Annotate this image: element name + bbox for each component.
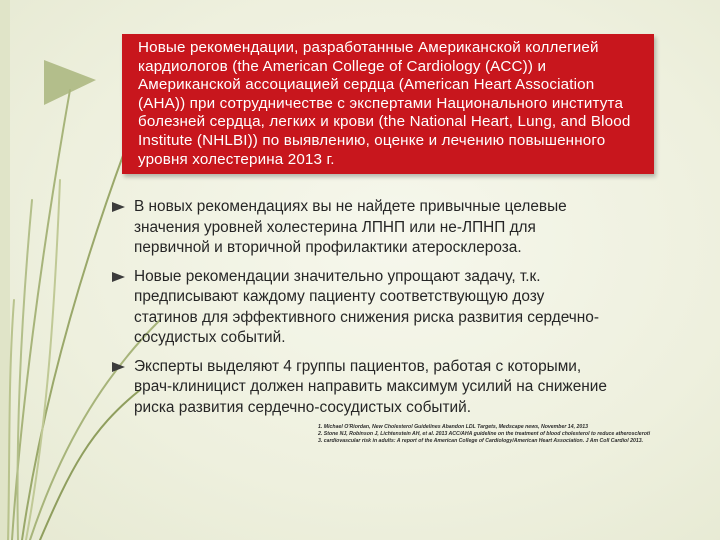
bullet-line: врач-клиницист должен направить максимум усилий на снижение [134,378,607,395]
reference-line: 3. cardiovascular risk in adults: A report of the American College of Cardiology/American Heart Association. J Am Coll Cardiol 2013. [318,438,644,445]
references [318,424,713,446]
bullet-line: сосудистых событий. [134,329,286,346]
callout-line: Новые рекомендации, разработанные Американской коллегией [138,39,599,56]
bullet-item [112,267,672,349]
reference-line: 2. Stone NJ, Robinson J, Lichtenstein AH, et al. 2013 ACC/AHA guideline on the treatment of blood cholesterol to reduce atheroscleroti [318,431,651,438]
triangle-shape [44,60,96,105]
callout-box [122,34,654,174]
bullet-line: риска развития сердечно-сосудистых событий. [134,398,471,416]
bullet-line: Новые рекомендации значительно упрощают задачу, т.к. [134,267,541,285]
bullet-line: В новых рекомендациях вы не найдете привычные целевые [134,198,567,215]
callout-line: Американской ассоциацией сердца (American Heart Association [138,76,595,94]
bullet-line: первичной и вторичной профилактики атеросклероза. [134,239,522,256]
arrow-bullet-icon [112,202,125,212]
callout-line: кардиологов (the American College of Cardiology (ACC)) и [138,57,547,75]
reference-line: 1. Michael O'Riordan, New Cholesterol Guidelines Abandon LDL Targets, Medscape news, November 14, 2013 [318,424,588,430]
callout-line: Institute (NHLBI)) по выявлению, оценке и лечению повышенного [138,131,606,149]
bullet-line: Эксперты выделяют 4 группы пациентов, работая с которыми, [134,357,582,375]
callout-line: уровня холестерина 2013 г. [138,150,335,168]
arrow-bullet-icon [112,272,125,282]
callout-line: (AHA)) при сотрудничестве с экспертами Национального института [138,94,624,112]
bullet-item [112,197,672,259]
bullet-line: предписывают каждому пациенту соответствующую дозу [134,288,545,305]
bullet-list [112,197,672,426]
bullet-item [112,357,672,419]
bullet-line: статинов для эффективного снижения риска развития сердечно- [134,308,599,326]
bullet-line: значения уровней холестерина ЛПНП или не-ЛПНП для [134,218,536,236]
arrow-bullet-icon [112,362,125,372]
callout-line: болезней сердца, легких и крови (the National Heart, Lung, and Blood [138,113,631,131]
